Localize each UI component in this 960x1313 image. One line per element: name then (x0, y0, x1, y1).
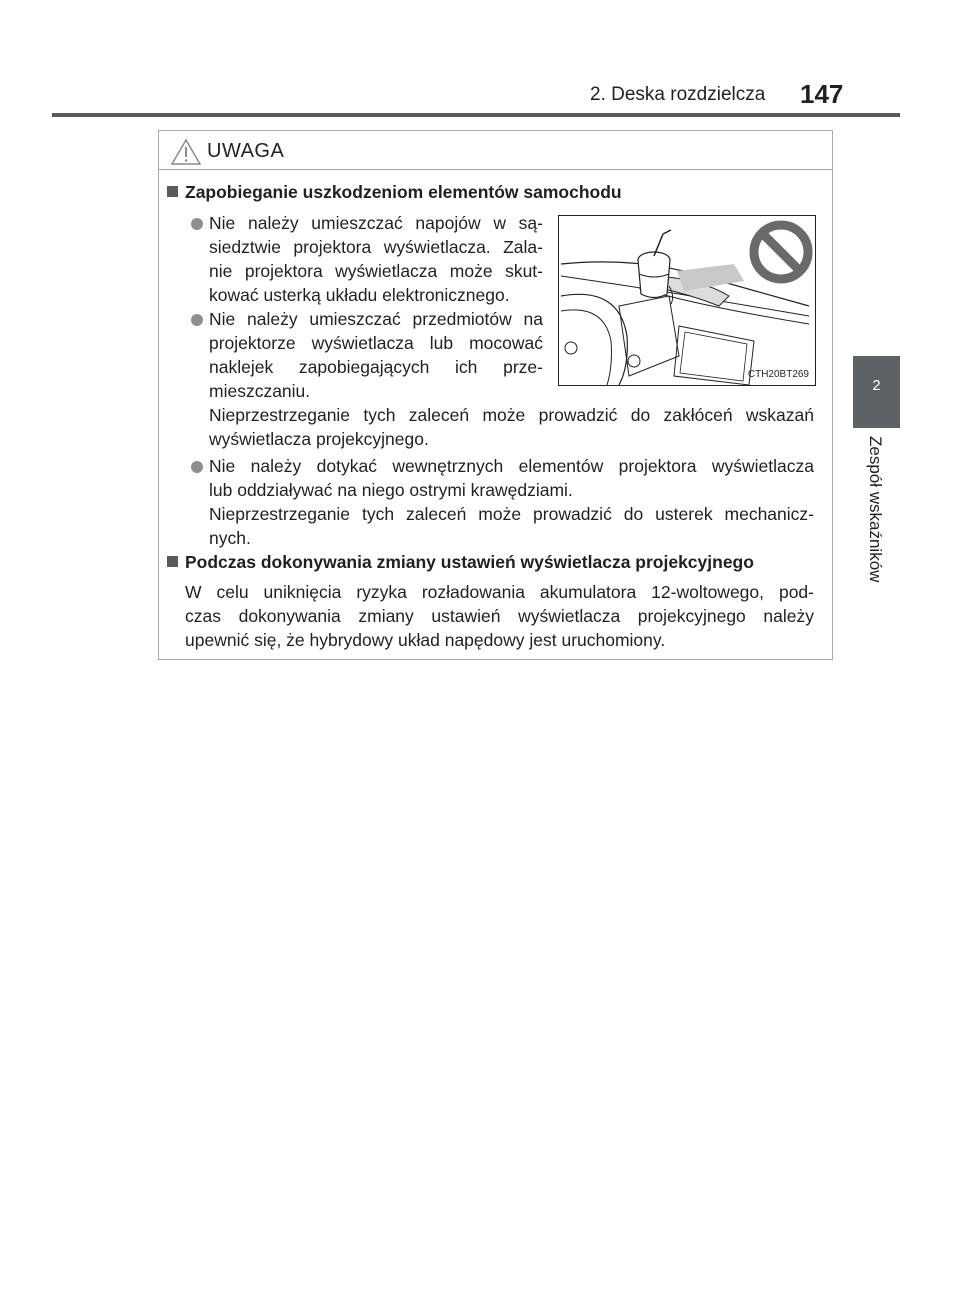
figure-code: CTH20BT269 (747, 369, 809, 380)
chapter-tab: 2 (853, 356, 900, 428)
header-divider (52, 113, 900, 117)
section-2-text: W celu uniknięcia ryzyka rozładowania akumulatora 12-woltowego, pod- czas dokonywania zmiany ustawień wyświetlacza projekcyjnego należy upewnić się, że hybrydowy układ napędowy jest uruchomiony. (185, 582, 814, 650)
caution-title: UWAGA (207, 140, 285, 162)
bullet-2-text-b: Nieprzestrzeganie tych zaleceń może prowadzić do zakłóceń wskazań wyświetlacza projekcyjnego. (209, 405, 814, 449)
page-number: 147 (800, 79, 844, 109)
bullet-3-text: Nie należy dotykać wewnętrznych elementów projektora wyświetlacza lub oddziaływać na niego ostrymi krawędziami. Nieprzestrzeganie tych zaleceń może prowadzić do usterek mechanicz- nych. (209, 456, 814, 548)
square-bullet-icon (167, 186, 178, 197)
bullet-2-text-a: Nie należy umieszczać przedmiotów na projektorze wyświetlacza lub mocować naklejek zapobiegających ich prze- mieszczaniu. (209, 309, 543, 401)
section-title-2: Podczas dokonywania zmiany ustawień wyświetlacza projekcyjnego (167, 552, 754, 573)
bullet-icon (191, 314, 203, 326)
bullet-icon (191, 461, 203, 473)
section-title-1: Zapobieganie uszkodzeniom elementów samochodu (167, 182, 622, 203)
bullet-1-text: Nie należy umieszczać napojów w są- siedztwie projektora wyświetlacza. Zala- nie projektora wyświetlacza może skut- kować usterką układu elektronicznego. (209, 213, 543, 305)
header-section-title: 2. Deska rozdzielcza (590, 84, 766, 105)
bullet-icon (191, 218, 203, 230)
warning-triangle-icon (171, 139, 201, 165)
square-bullet-icon (167, 556, 178, 567)
dashboard-illustration (559, 216, 815, 385)
illustration-drink-on-projector (558, 215, 816, 386)
caution-header (159, 131, 832, 170)
